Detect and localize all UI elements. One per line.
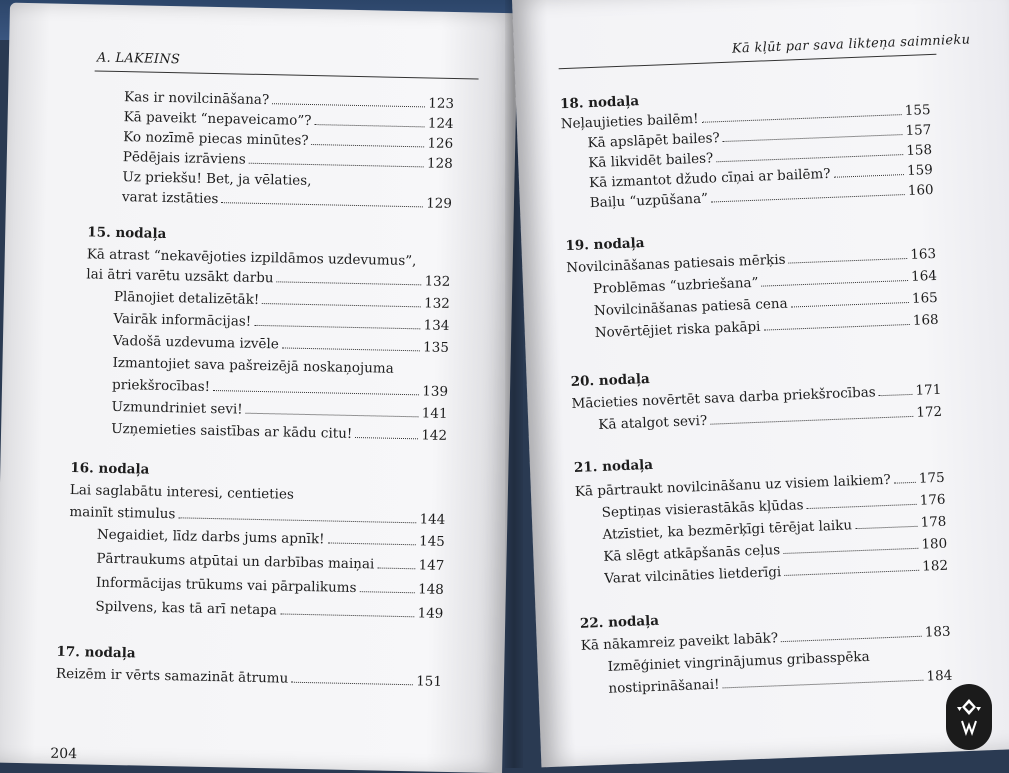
toc-entry-line: Lai saglabātu interesi, centieties <box>69 482 295 503</box>
toc-entry: Problēmas “uzbriešana” 164 <box>592 267 938 298</box>
toc-entry: Ko nozīmē piecas minūtes? 126 <box>123 129 454 152</box>
toc-entry: Uzņemieties saistības ar kādu citu! 142 <box>110 420 448 444</box>
toc-entry: mainīt stimulus 144 <box>69 504 446 528</box>
watermark-logo-icon <box>946 684 992 750</box>
toc-entry: Kā izmantot džudo cīņai ar bailēm? 159 <box>588 161 934 192</box>
toc-entry: priekšrocības! 139 <box>111 376 449 400</box>
toc-entry: Kā likvidēt bailes? 158 <box>588 141 933 172</box>
toc-entry: Kā nākamreiz paveikt labāk? 183 <box>580 623 951 654</box>
toc-entry: nostiprināšanai! 184 <box>608 667 953 697</box>
toc-entry: Varat vilcināties lietderīgi 182 <box>603 557 949 587</box>
toc-entry: Kas ir novilcināšana? 123 <box>123 89 455 112</box>
toc-entry: Spilvens, kas tā arī netapa 149 <box>95 598 444 622</box>
toc-entry: Kā paveikt “nepaveicamo”? 124 <box>123 109 454 132</box>
chapter-heading: 15. nodaļa <box>87 224 167 243</box>
toc-entry: lai ātri varētu uzsākt darbu 132 <box>86 266 451 290</box>
toc-entry: Baiļu “uzpūšana” 160 <box>589 181 934 212</box>
toc-entry: Informācijas trūkums vai pārpalikums 148 <box>95 574 445 598</box>
chapter-heading: 22. nodaļa <box>579 612 660 632</box>
right-page <box>512 0 1009 767</box>
toc-entry: Septiņas visierastākās kļūdas 176 <box>601 491 946 521</box>
chapter-heading: 16. nodaļa <box>70 460 150 478</box>
toc-entry: Atzīstiet, ka bezmērķīgi tērējat laiku 178 <box>602 513 947 543</box>
toc-entry-line: Izmēģiniet vingrinājumus gribasspēka <box>607 648 870 675</box>
chapter-heading: 20. nodaļa <box>570 370 651 391</box>
toc-entry: Pēdējais izrāviens 128 <box>122 149 453 172</box>
toc-entry: varat izstāties 129 <box>121 189 453 212</box>
toc-entry: Plānojiet detalizētāk! 132 <box>113 288 451 312</box>
toc-entry: Negaidiet, līdz darbs jums apnīk! 145 <box>96 526 446 550</box>
running-head-title: Kā kļūt par sava likteņa saimnieku <box>731 32 971 57</box>
toc-entry: Neļaujieties bailēm! 155 <box>560 102 931 133</box>
toc-entry: Kā atalgot sevi? 172 <box>598 403 943 433</box>
diamond-emblem-icon <box>954 695 984 739</box>
toc-entry: Novilcināšanas patiesais mērķis 163 <box>566 245 937 277</box>
toc-entry-line: Kā atrast “nekavējoties izpildāmos uzdevumus”, <box>86 246 417 270</box>
toc-entry: Uzmundriniet sevi! 141 <box>111 398 448 422</box>
page-number: 204 <box>50 745 78 763</box>
running-head-author: A. LAKEINS <box>96 50 181 68</box>
toc-entry: Kā apslāpēt bailes? 157 <box>587 122 932 152</box>
toc-entry: Kā slēgt atkāpšanās ceļus 180 <box>603 535 948 565</box>
chapter-heading: 21. nodaļa <box>573 456 654 476</box>
toc-entry: Novilcināšanas patiesā cena 165 <box>593 289 939 320</box>
header-rule <box>95 70 479 79</box>
toc-entry: Vadošā uzdevuma izvēle 135 <box>112 332 450 356</box>
toc-entry: Pārtraukums atpūtai un darbības maiņai 147 <box>96 550 445 574</box>
toc-entry-line: Uz priekšu! Bet, ja vēlaties, <box>122 169 312 190</box>
toc-entry: Reizēm ir vērts samazināt ātrumu 151 <box>55 665 443 690</box>
chapter-heading: 18. nodaļa <box>559 93 640 113</box>
header-rule <box>559 54 937 70</box>
left-page <box>0 3 518 773</box>
chapter-heading: 17. nodaļa <box>56 643 136 662</box>
toc-entry: Mācieties novērtēt sava darba priekšrocības 171 <box>571 381 942 413</box>
toc-entry: Novērtējiet riska pakāpi 168 <box>594 311 939 342</box>
toc-entry: Vairāk informācijas! 134 <box>113 310 450 334</box>
toc-entry-line: Izmantojiet sava pašreizējā noskaņojuma <box>112 354 394 377</box>
toc-entry: Kā pārtraukt novilcināšanu uz visiem laikiem? 175 <box>574 469 945 500</box>
chapter-heading: 19. nodaļa <box>565 235 645 255</box>
